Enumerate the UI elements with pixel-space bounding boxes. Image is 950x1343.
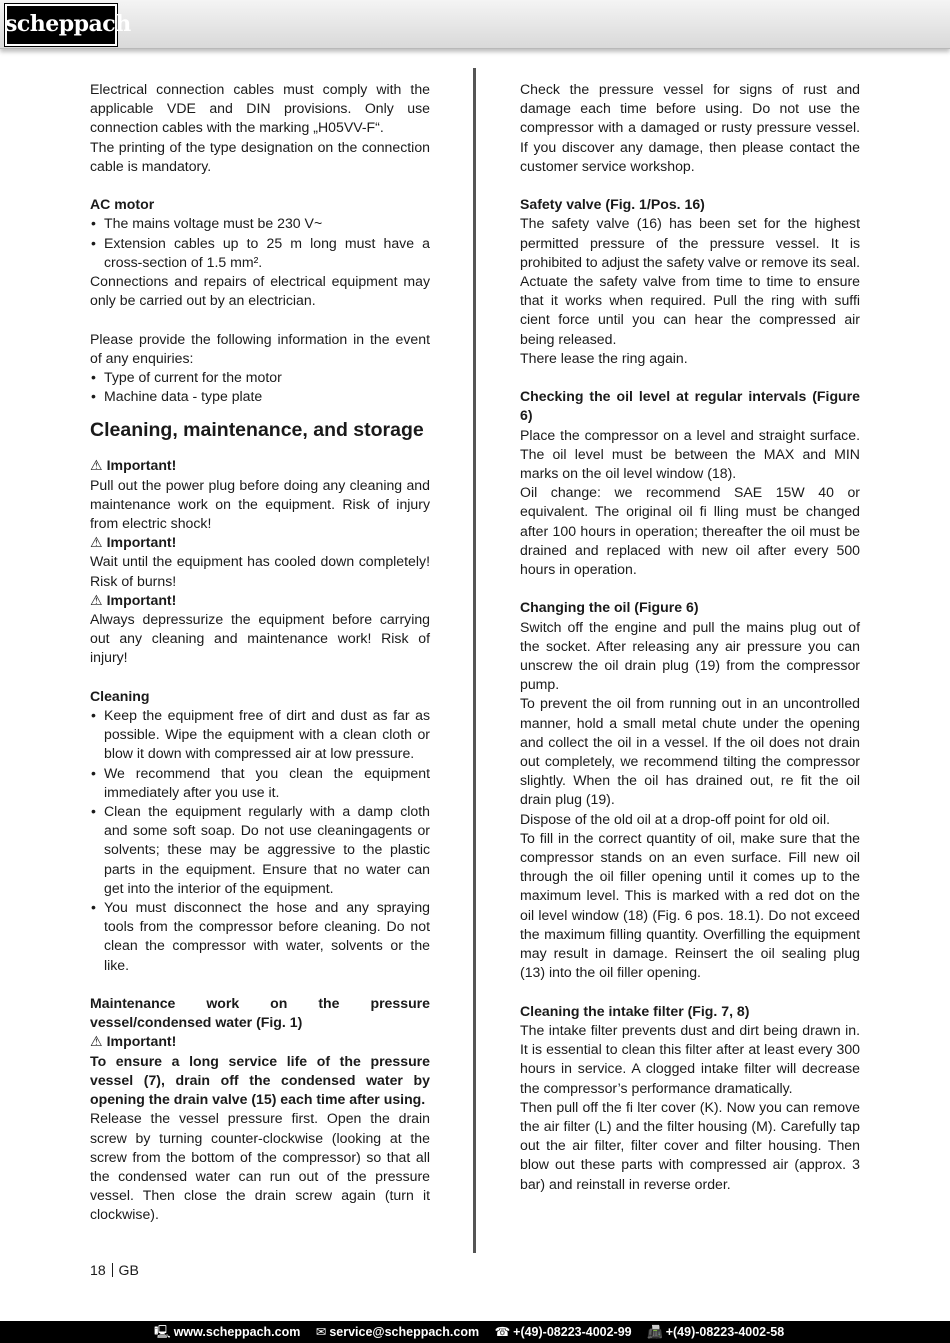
oil-level-heading: Checking the oil level at regular intervals (Figure 6) [520, 388, 860, 424]
oil-change-text: Switch off the engine and pull the mains plug out of the socket. After releasing any air pressure you can unscrew the oil drain plug (19) from the compressor pump. [520, 618, 860, 693]
mail-icon: ✉ [315, 1325, 327, 1339]
warning-label: ⚠ Important! [90, 1032, 430, 1051]
footer-email[interactable]: ✉ service@scheppach.com [315, 1325, 480, 1339]
cleaning-heading: Cleaning [90, 687, 150, 704]
page-number: 18 GB [90, 1262, 139, 1278]
warning-text: Wait until the equipment has cooled down completely! Risk of burns! [90, 553, 430, 589]
intake-filter-text: The intake filter prevents dust and dirt being drawn in. It is essential to clean this filter after at least every 300 hours in service. A clogged intake filter will decrease the compressor’s performance dramatically. [520, 1021, 860, 1096]
safety-valve-text: The safety valve (16) has been set for the highest permitted pressure of the pressure vessel. It is prohibited to adjust the safety valve or remove its seal. Actuate the safety valve from time to time to ensure that it works when required. Pull the ring with suffi cient force until you can hear the compressed air being released. [520, 215, 860, 347]
ac-motor-note: Connections and repairs of electrical equipment may only be carried out by an electrician. [90, 273, 430, 309]
warning-label: ⚠ Important! [90, 591, 430, 610]
vessel-check-text: Check the pressure vessel for signs of rust and damage each time before using. Do not use the compressor with a damaged or rusty pressure vessel. If you discover any damage, then please contact the customer service workshop. [520, 81, 860, 174]
maintenance-bold-text: To ensure a long service life of the pressure vessel (7), drain off the condensed water by opening the drain valve (15) each time after using. [90, 1052, 430, 1108]
oil-change-text-3: Dispose of the old oil at a drop-off point for old oil. [520, 810, 830, 827]
list-item: • The mains voltage must be 230 V~ [90, 214, 430, 233]
warning-triangle-icon: ⚠ [90, 591, 103, 608]
footer-fax: 📠 +(49)-08223-4002-58 [647, 1325, 785, 1339]
cleaning-list [90, 706, 430, 975]
list-item: • Machine data - type plate [90, 387, 430, 406]
enquiries-list [90, 368, 430, 406]
phone-icon: ☎ [494, 1325, 511, 1339]
cable-intro: Electrical connection cables must comply with the applicable VDE and DIN provisions. Only use connection cables with the marking „H05VV-F“. [90, 81, 430, 136]
safety-valve-text-2: There lease the ring again. [520, 349, 688, 366]
warning-triangle-icon: ⚠ [90, 1033, 103, 1050]
right-column [520, 80, 860, 1194]
list-item: • Clean the equipment regularly with a damp cloth and some soft soap. Do not use cleaningagents or solvents; these may be aggressive to the plastic parts in the equipment. Ensure that no water can get into the interior of the equipment. [90, 802, 430, 898]
oil-change-heading: Changing the oil (Figure 6) [520, 599, 699, 616]
column-divider [473, 68, 476, 1253]
oil-level-text: Place the compressor on a level and straight surface. The oil level must be between the MAX and MIN marks on the oil level window (18). [520, 426, 860, 482]
list-item: • Extension cables up to 25 m long must have a cross-section of 1.5 mm². [90, 234, 430, 272]
ac-motor-list [90, 214, 430, 272]
section-title: Cleaning, maintenance, and storage [90, 419, 424, 442]
scheppach-logo [4, 3, 131, 47]
ac-motor-heading: AC motor [90, 196, 155, 213]
warning-text: Always depressurize the equipment before carrying out any cleaning and maintenance work! Risk of injury! [90, 611, 430, 666]
enquiries-text: Please provide the following information in the event of any enquiries: [90, 330, 430, 366]
warning-triangle-icon: ⚠ [90, 457, 103, 474]
cable-intro-2: The printing of the type designation on the connection cable is mandatory. [90, 138, 430, 174]
intake-filter-text-2: Then pull off the fi lter cover (K). Now you can remove the air filter (L) and the filter housing (M). Carefully tap out the air filter, filter cover and filter housing. Then blow out these parts with compressed air (approx. 3 bar) and reinstall in reverse order. [520, 1098, 860, 1192]
maintenance-text: Release the vessel pressure first. Open the drain screw by turning counter-clockwise (looking at the screw from the bottom of the compressor) so that all the condensed water can run out of the pressure vessel. Then close the drain screw again (turn it clockwise). [90, 1110, 430, 1223]
list-item: • Keep the equipment free of dirt and dust as far as possible. Wipe the equipment with a clean cloth or blow it down with compressed air at low pressure. [90, 706, 430, 764]
warning-label: ⚠ Important! [90, 533, 430, 552]
page-footer [0, 1321, 950, 1343]
maintenance-heading: Maintenance work on the pressure vessel/condensed water (Fig. 1) [90, 995, 430, 1031]
oil-change-text-2: To prevent the oil from running out in an uncontrolled manner, hold a small metal chute under the opening and collect the oil in a vessel. If the oil does not drain out completely, we recommend tilting the compressor slightly. When the oil has drained out, re fit the oil drain plug (19). [520, 695, 860, 808]
footer-web[interactable]: 🖳 www.scheppach.com [154, 1325, 301, 1339]
footer-phone[interactable]: ☎ +(49)-08223-4002-99 [494, 1325, 632, 1339]
warning-text: Pull out the power plug before doing any cleaning and maintenance work on the equipment. Risk of injury from electric shock! [90, 476, 430, 532]
warning-label: ⚠ Important! [90, 456, 430, 475]
list-item: • You must disconnect the hose and any spraying tools from the compressor before cleaning. Do not clean the compressor with water, solvents or the like. [90, 898, 430, 975]
computer-icon: 🖳 [154, 1325, 171, 1339]
left-column [90, 80, 430, 1225]
oil-change-text-4: To fill in the correct quantity of oil, make sure that the compressor stands on an even surface. Fill new oil through the oil filler opening until it comes up to the maximum level. This is marked with a red dot on the oil level window (18) (Fig. 6 pos. 18.1). Do not exceed the maximum filling quantity. Overfilling the equipment may result in damage. Reinsert the oil sealing plug (13) into the oil filler opening. [520, 829, 860, 981]
logo-text: scheppach [5, 11, 131, 37]
page-header [0, 0, 950, 49]
list-item: • We recommend that you clean the equipment immediately after you use it. [90, 764, 430, 802]
safety-valve-heading: Safety valve (Fig. 1/Pos. 16) [520, 196, 705, 213]
list-item: • Type of current for the motor [90, 368, 430, 387]
oil-level-text-2: Oil change: we recommend SAE 15W 40 or equivalent. The original oil fi lling must be changed after 100 hours in operation; thereafter the oil must be drained and replaced with new oil after every 500 hours in operation. [520, 484, 860, 578]
warning-triangle-icon: ⚠ [90, 534, 103, 551]
intake-filter-heading: Cleaning the intake filter (Fig. 7, 8) [520, 1002, 750, 1019]
fax-icon: 📠 [647, 1325, 663, 1339]
